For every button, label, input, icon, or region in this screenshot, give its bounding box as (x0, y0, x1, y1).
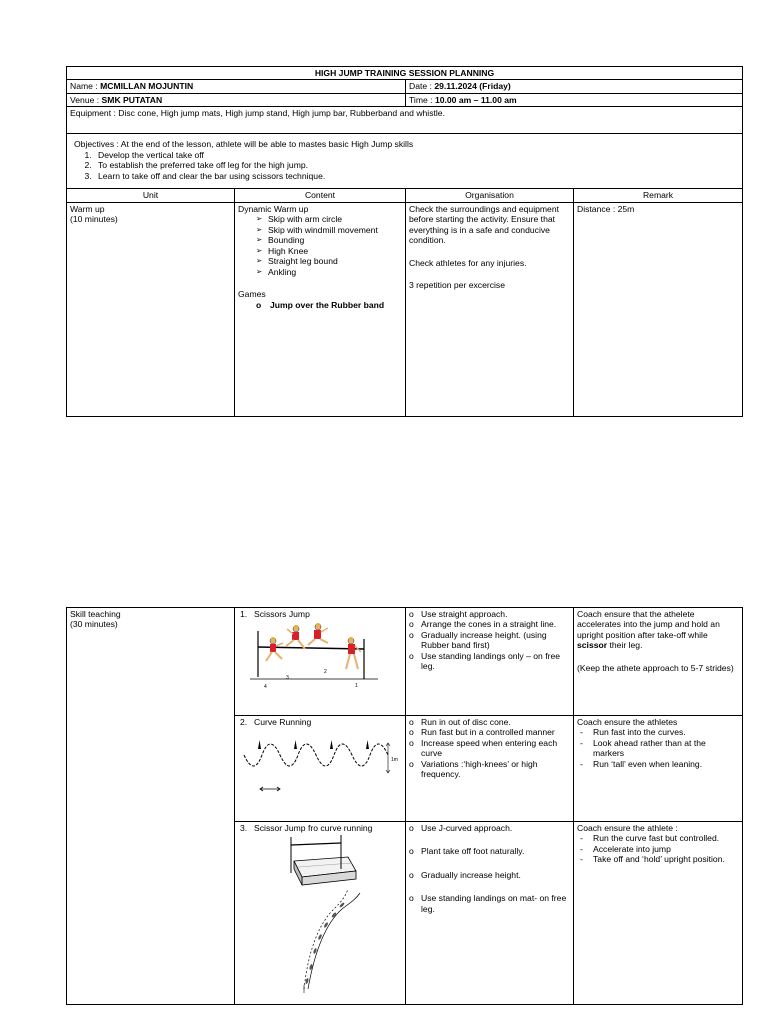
objectives-intro: Objectives : At the end of the lesson, athlete will be able to mastes basic High Jump skills (74, 139, 414, 150)
organisation-list (409, 609, 570, 672)
warmup-duration: (10 minutes) (70, 214, 118, 225)
remark-note: (Keep the athete approach to 5-7 strides) (577, 662, 734, 673)
list-item: ➢ Skip with arm circle (256, 214, 402, 224)
organisation-list (409, 717, 570, 780)
date-cell (406, 80, 743, 93)
remark-text: Coach ensure the athletes (577, 717, 678, 727)
skill-remark-cell (574, 716, 743, 822)
list-item: o Variations :‘high-knees’ or high frequency. (409, 759, 570, 780)
venue-label: Venue : (70, 94, 102, 105)
list-item: o Use standing landings only – on free leg. (409, 651, 570, 672)
column-header-remark: Remark (574, 189, 743, 202)
warmup-exercise-list (238, 214, 402, 277)
list-item: ➢ Straight leg bound (256, 256, 402, 266)
column-header-unit: Unit (67, 189, 235, 202)
skill-remark-cell (574, 608, 743, 716)
list-item: ➢ Bounding (256, 235, 402, 245)
objective-item: 2. To establish the preferred take off leg for the high jump. (94, 160, 739, 170)
list-item: o Run fast but in a controlled manner (409, 727, 570, 737)
figure-number: 4 (264, 684, 267, 691)
objective-item: 3. Learn to take off and clear the bar using scissors technique. (94, 171, 739, 181)
warmup-content-title: Dynamic Warm up (238, 203, 309, 214)
time-cell (406, 93, 743, 106)
warmup-unit-cell (67, 202, 235, 416)
equipment-cell: Equipment : Disc cone, High jump mats, High jump stand, High jump bar, Rubberband and whistle. (67, 107, 743, 134)
list-item: o Gradually increase height. (using Rubber band first) (409, 630, 570, 651)
skill-content-cell (235, 822, 406, 1005)
page-title: HIGH JUMP TRAINING SESSION PLANNING (67, 67, 743, 80)
scissors-jump-illustration (238, 619, 388, 691)
list-item: ➢ Ankling (256, 267, 402, 277)
list-item: o Gradually increase height. (409, 870, 570, 880)
organisation-list (409, 823, 570, 914)
figure-number: 3 (286, 675, 289, 682)
list-item: o Plant take off foot naturally. (409, 846, 570, 856)
figure-number: 1 (355, 683, 358, 690)
remark-text: Coach ensure the athlete : (577, 823, 678, 833)
skill-content-cell (235, 716, 406, 822)
date-label: Date : (409, 81, 435, 92)
name-cell (67, 80, 406, 93)
skill-content-cell (235, 608, 406, 716)
skill-title: 2. Curve Running (240, 717, 312, 727)
list-item: o Use standing landings on mat- on free leg. (409, 893, 570, 914)
j-curve-approach-illustration (238, 833, 400, 995)
warmup-unit-label: Warm up (70, 203, 105, 214)
objectives-list (74, 150, 739, 181)
list-item: - Look ahead rather than at the markers (577, 738, 739, 759)
remark-list (577, 833, 739, 864)
name-value: MCMILLAN MOJUNTIN (100, 81, 194, 92)
date-value: 29.11.2024 (Friday) (434, 81, 511, 92)
venue-cell (67, 93, 406, 106)
skill-remark-cell (574, 822, 743, 1005)
column-header-organisation: Organisation (406, 189, 574, 202)
organisation-text: 3 repetition per excercise (409, 280, 506, 291)
list-item: o Use J-curved approach. (409, 823, 570, 833)
warmup-content-cell (235, 202, 406, 416)
figure-number: 2 (324, 669, 327, 676)
skill-title: 1. Scissors Jump (240, 609, 310, 619)
list-item: o Arrange the cones in a straight line. (409, 619, 570, 629)
time-value: 10.00 am – 11.00 am (434, 94, 517, 105)
list-item: o Run in out of disc cone. (409, 717, 570, 727)
venue-value: SMK PUTATAN (101, 94, 163, 105)
skill-teaching-table (66, 607, 743, 1005)
warmup-organisation-cell (406, 202, 574, 416)
list-item: o Jump over the Rubber band (256, 300, 402, 310)
list-item: - Accelerate into jump (577, 844, 739, 854)
list-item: ➢ Skip with windmill movement (256, 225, 402, 235)
skill-unit-cell (67, 608, 235, 1005)
curve-running-illustration (238, 727, 400, 795)
skill-unit-label: Skill teaching (70, 609, 121, 619)
column-header-content: Content (235, 189, 406, 202)
skill-organisation-cell (406, 716, 574, 822)
time-label: Time : (409, 94, 435, 105)
skill-organisation-cell (406, 608, 574, 716)
list-item: o Increase speed when entering each curve (409, 738, 570, 759)
remark-text: Coach ensure that the athelete accelerates into the jump and hold an upright position after take-off while scissor their leg. (577, 609, 720, 651)
list-item: o Use straight approach. (409, 609, 570, 619)
skill-title: 3. Scissor Jump fro curve running (240, 823, 373, 833)
skill-organisation-cell (406, 822, 574, 1005)
figure-label: 1m (391, 757, 398, 764)
warmup-remark-cell: Distance : 25m (574, 202, 743, 416)
name-label: Name : (70, 81, 101, 92)
list-item: - Run fast into the curves. (577, 727, 739, 737)
session-plan-table (66, 66, 743, 417)
objectives-cell (67, 134, 743, 189)
list-item: - Run the curve fast but controlled. (577, 833, 739, 843)
games-list (238, 300, 402, 310)
list-item: - Take off and ‘hold’ upright position. (577, 854, 739, 864)
objective-item: 1. Develop the vertical take off (94, 150, 739, 160)
list-item: ➢ High Knee (256, 246, 402, 256)
skill-duration: (30 minutes) (70, 619, 118, 630)
organisation-text: Check the surroundings and equipment before starting the activity. Ensure that everything is in a safe and conducive condition. (409, 203, 560, 246)
games-label: Games (238, 289, 266, 300)
list-item: - Run ‘tall’ even when leaning. (577, 759, 739, 769)
remark-list (577, 727, 739, 769)
organisation-text: Check athletes for any injuries. (409, 257, 527, 268)
